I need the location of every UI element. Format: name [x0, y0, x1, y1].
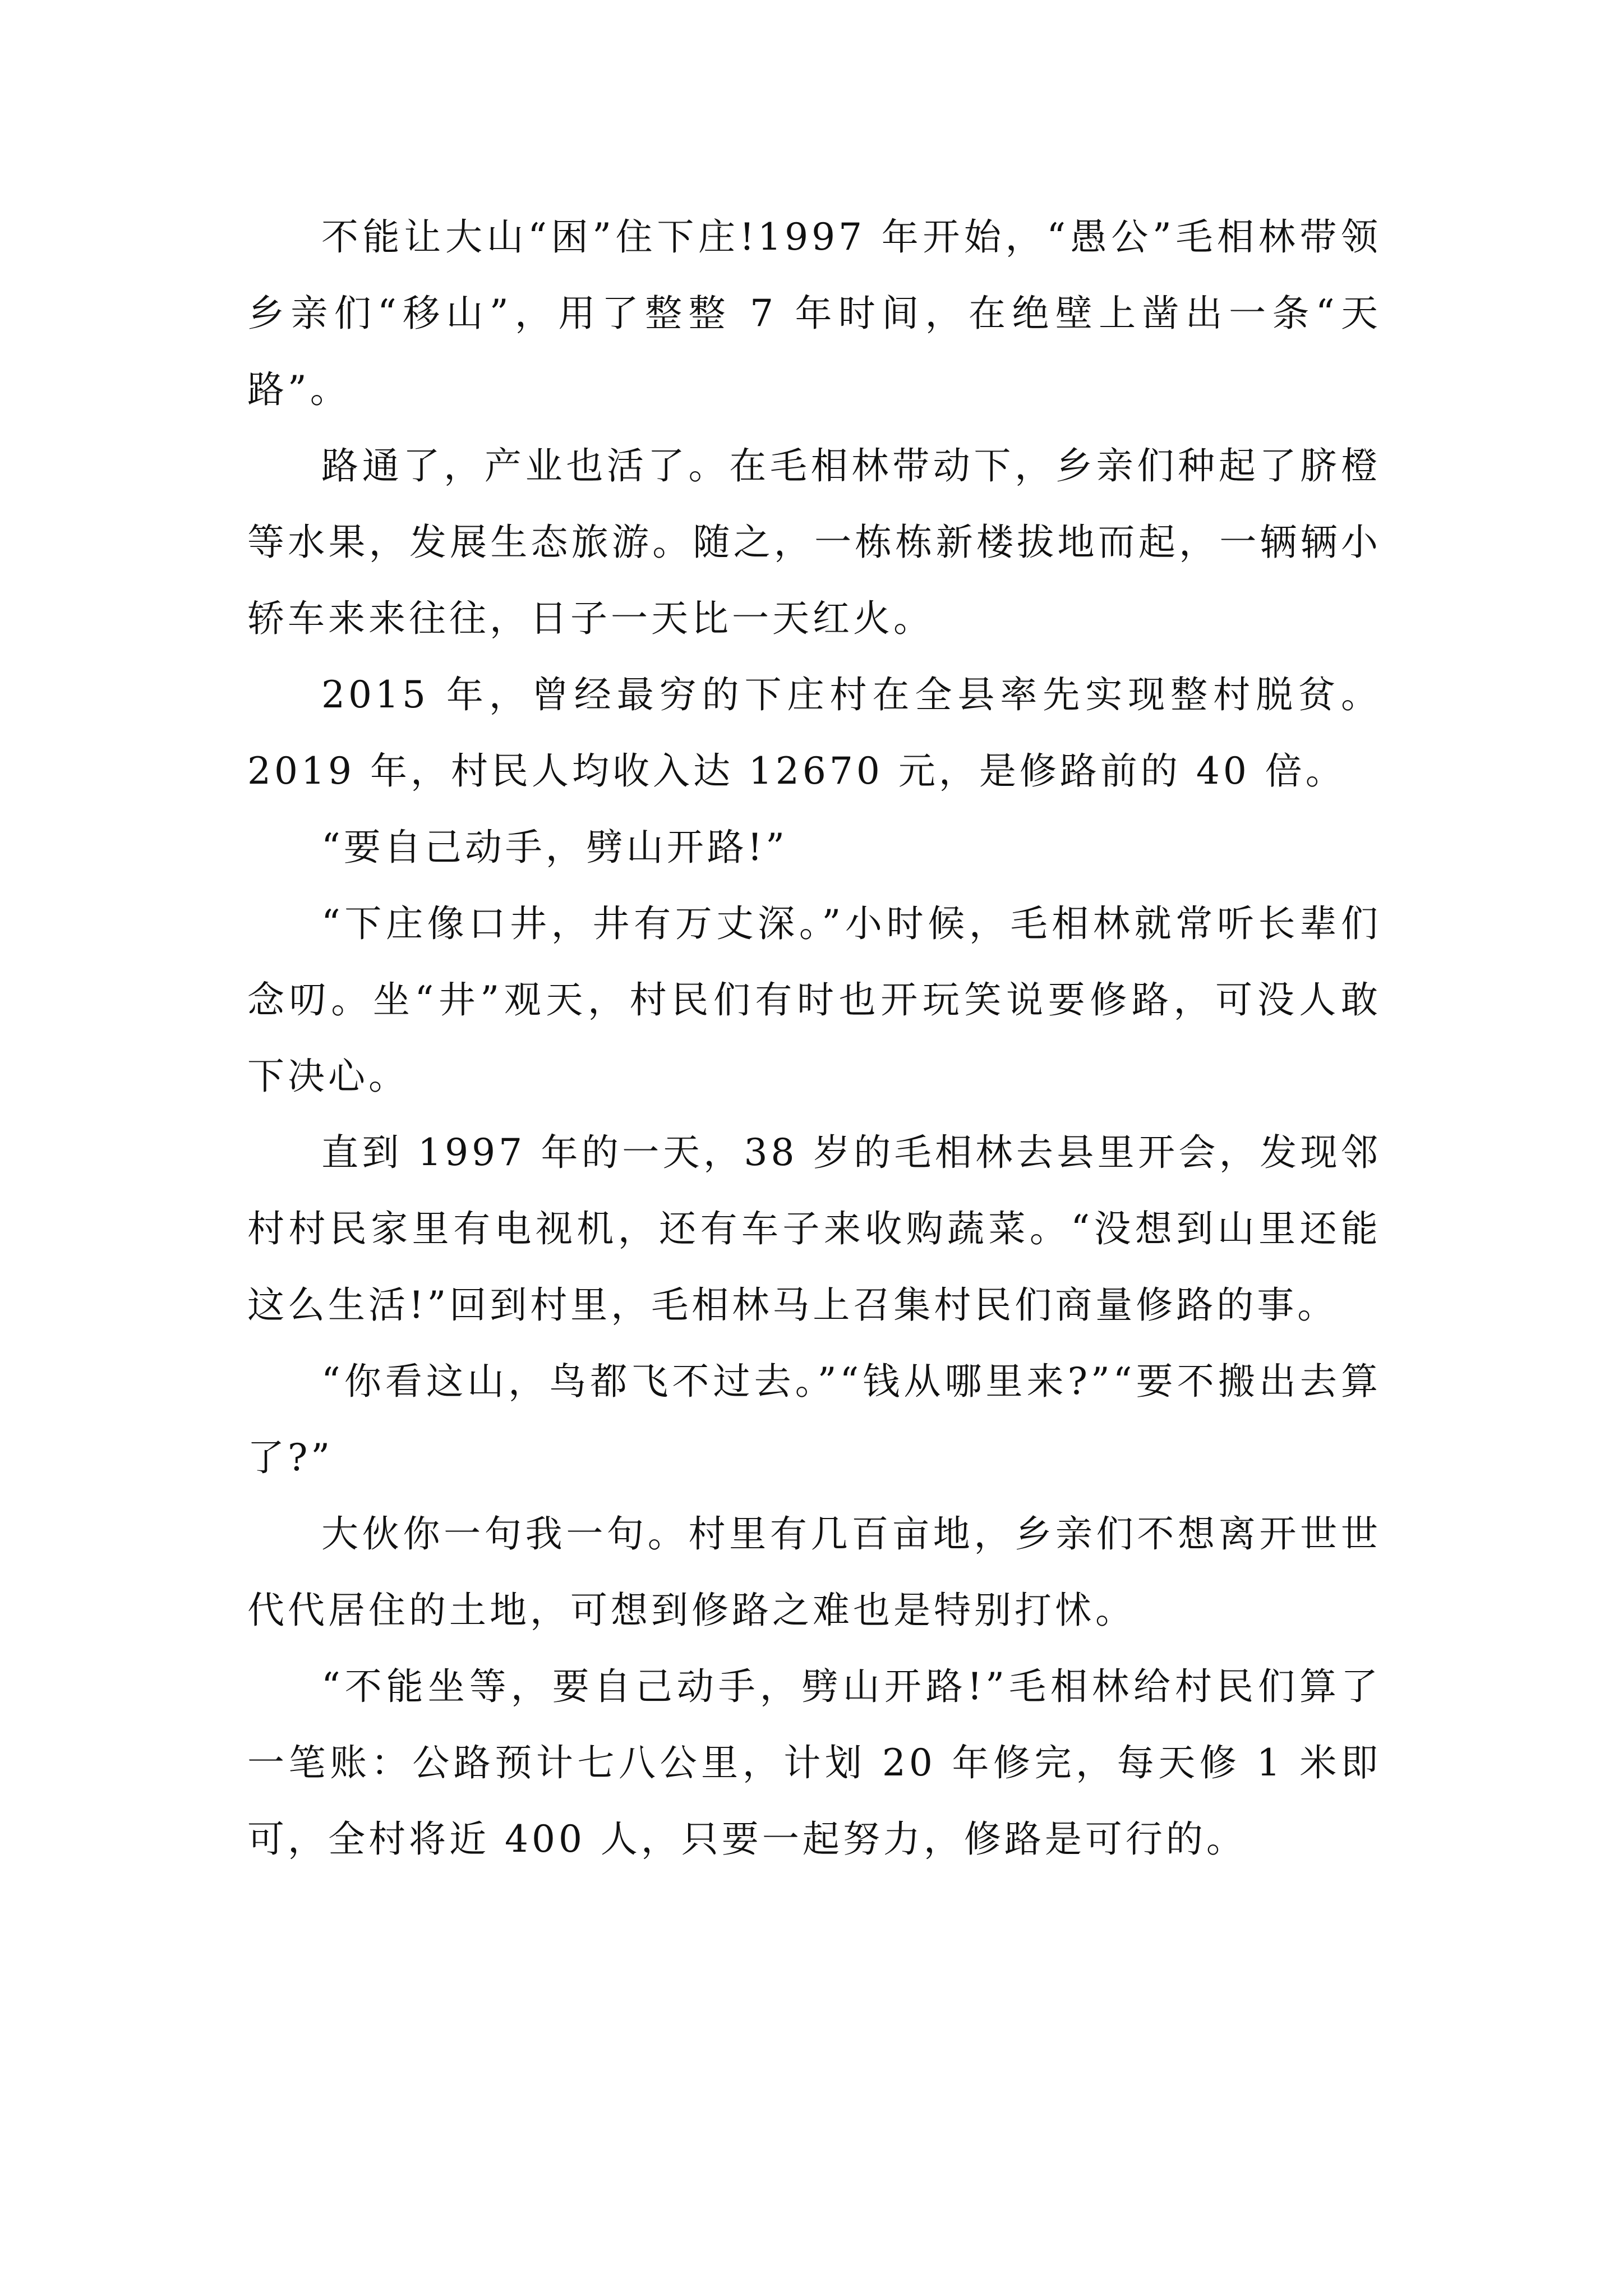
paragraph-4: “要自己动手，劈山开路!” — [321, 826, 789, 869]
paragraph-6: 直到 1997 年的一天，38 岁的毛相林去县里开会，发现邻村村民家里有电视机，还有车子来收购蔬菜。“没想到山里还能这么生活!”回到村里，毛相林马上召集村民们商量修路的事。 — [247, 1131, 1381, 1327]
paragraph-3: 2015 年，曾经最穷的下庄村在全县率先实现整村脱贫。2019 年，村民人均收入达 12670 元，是修路前的 40 倍。 — [247, 673, 1381, 793]
paragraph-2: 路通了，产业也活了。在毛相林带动下，乡亲们种起了脐橙等水果，发展生态旅游。随之，一栋栋新楼拔地而起，一辆辆小轿车来来往往，日子一天比一天红火。 — [247, 444, 1381, 640]
paragraph-7: “你看这山，鸟都飞不过去。”“钱从哪里来?”“要不搬出去算了?” — [247, 1360, 1381, 1479]
paragraph-8: 大伙你一句我一句。村里有几百亩地，乡亲们不想离开世世代代居住的土地，可想到修路之难也是特别打怵。 — [247, 1512, 1381, 1632]
paragraph-5: “下庄像口井，井有万丈深。”小时候，毛相林就常听长辈们念叨。坐“井”观天，村民们有时也开玩笑说要修路，可没人敢下决心。 — [247, 902, 1381, 1098]
paragraph-1: 不能让大山“困”住下庄!1997 年开始，“愚公”毛相林带领乡亲们“移山”，用了整整 7 年时间，在绝壁上凿出一条“天路”。 — [247, 215, 1381, 411]
paragraph-9: “不能坐等，要自己动手，劈山开路!”毛相林给村民们算了一笔账：公路预计七八公里，计划 20 年修完，每天修 1 米即可，全村将近 400 人，只要一起努力，修路是可行的。 — [247, 1665, 1381, 1861]
article-body — [247, 199, 1381, 1878]
